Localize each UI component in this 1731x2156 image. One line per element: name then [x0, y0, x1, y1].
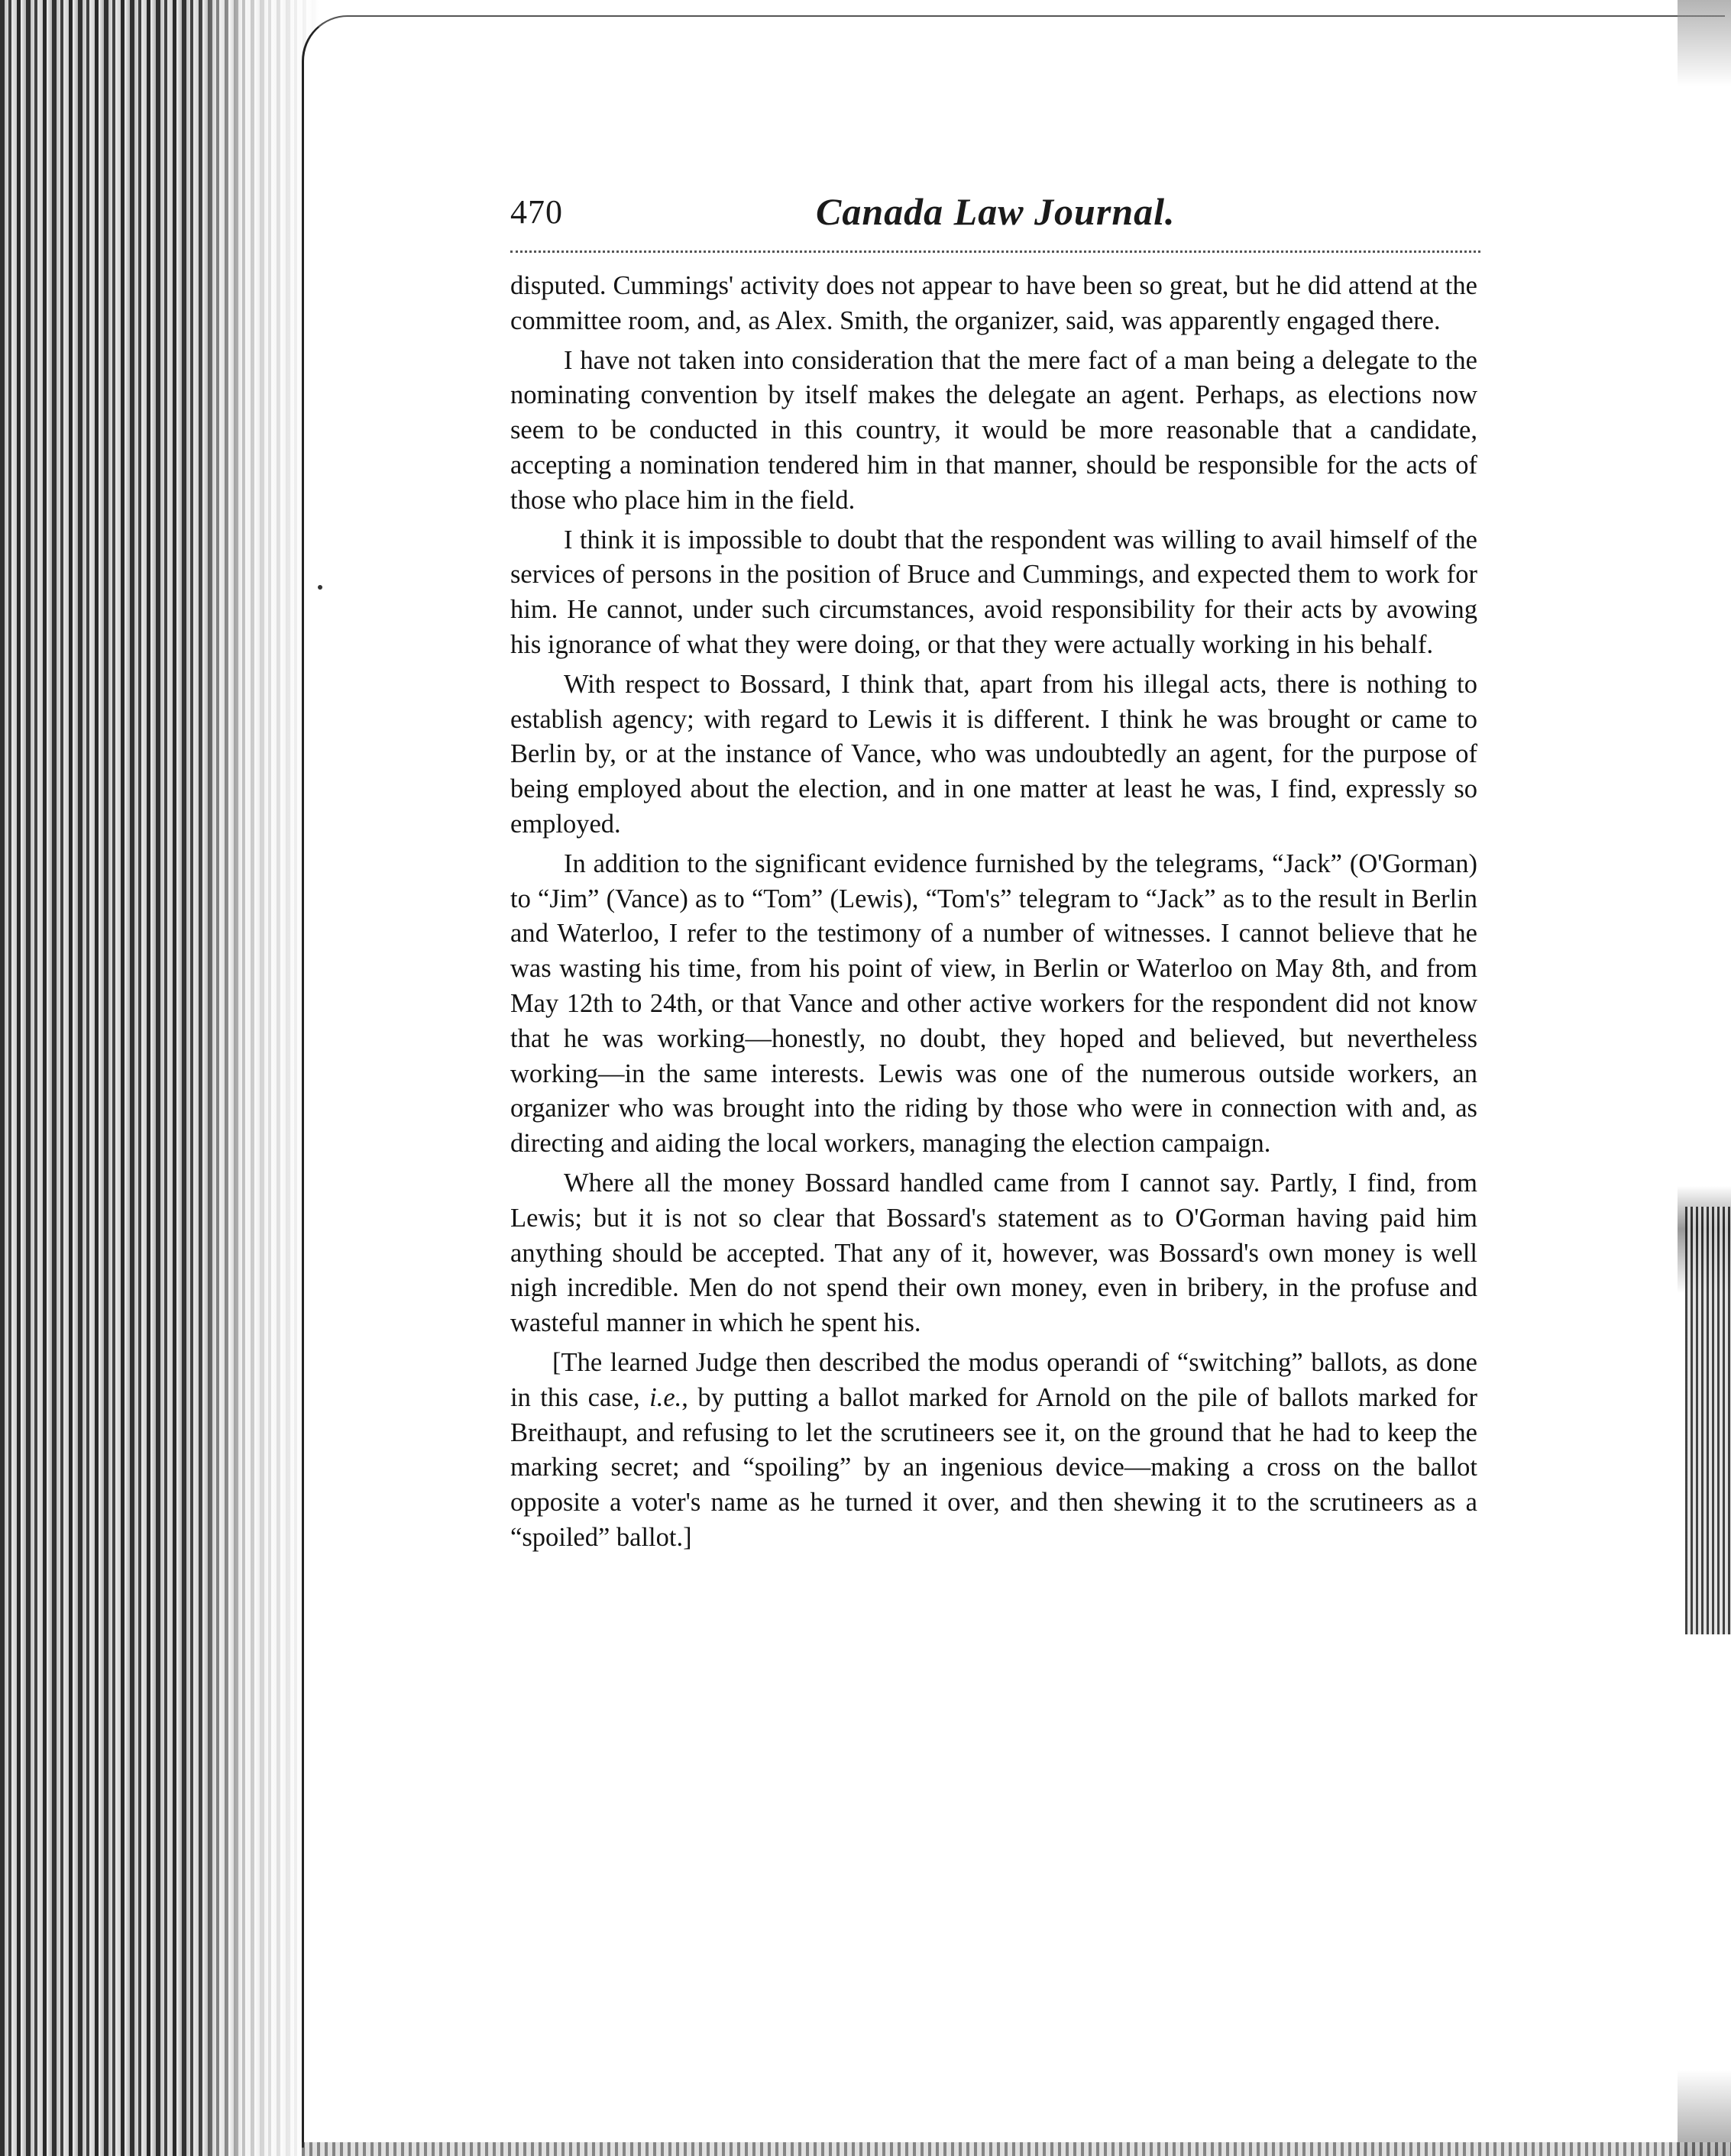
editorial-note-italic: i.e.	[649, 1382, 682, 1412]
bottom-page-edge	[302, 2142, 1731, 2156]
paragraph-2: I have not taken into consideration that the mere fact of a man being a delegate to the nominating convention by itself makes the delegate an agent. Perhaps, as elections now seem to be conducted in this country, it would be more reasonable that a candidate, accepting a nomination tendered him in that manner, should be responsible for the acts of those who place him in the field.	[510, 345, 1477, 515]
journal-title: Canada Law Journal.	[816, 190, 1176, 233]
header-rule	[510, 251, 1480, 253]
paragraph-3: I think it is impossible to doubt that the respondent was willing to avail himself of the services of persons in the position of Bruce and Cummings, and expected them to work for him. He cannot, under such circumstances, avoid responsibility for their acts by avowing his ignorance of what they were doing, or that they were actually working in his behalf.	[510, 525, 1477, 659]
editorial-note-text-1: [The learned Judge then described the modus operandi of “switching” ballots, as done in this case,	[510, 1347, 1477, 1412]
paragraph-4: With respect to Bossard, I think that, apart from his illegal acts, there is nothing to establish agency; with regard to Lewis it is different. I think he was brought or came to Berlin by, or at the instance of Vance, who was undoubtedly an agent, for the purpose of being employed about the election, and in one matter at least he was, I find, expressly so employed.	[510, 669, 1477, 839]
paragraph-5: In addition to the significant evidence furnished by the telegrams, “Jack” (O'Gorman) to “Jim” (Vance) as to “Tom” (Lewis), “Tom's” telegram to “Jack” as to the result in Berlin and Waterloo, I refer to the testimony of a number of witnesses. I cannot believe that he was wasting his time, from his point of view, in Berlin or Waterloo on May 8th, and from May 12th to 24th, or that Vance and other active workers for the respondent did not know that he was working—honestly, no doubt, they hoped and believed, but nevertheless working—in the same interests. Lewis was one of the numerous outside workers, an organizer who was brought into the riding by those who were in connection with and, as directing and aiding the local workers, managing the election campaign.	[510, 849, 1477, 1159]
stray-ink-dot	[318, 585, 322, 590]
body-text	[510, 269, 1477, 1560]
paragraph-1: disputed. Cummings' activity does not appear to have been so great, but he did attend at the committee room, and, as Alex. Smith, the organizer, said, was apparently engaged there.	[510, 271, 1477, 335]
editorial-note	[510, 1346, 1477, 1556]
right-page-edge-marks	[1685, 1207, 1731, 1634]
running-header	[510, 192, 1484, 246]
page-number: 470	[510, 193, 563, 231]
paragraph-6: Where all the money Bossard handled came from I cannot say. Partly, I find, from Lewis; but it is not so clear that Bossard's statement as to O'Gorman having paid him anything should be accepted. That any of it, however, was Bossard's own money is well nigh incredible. Men do not spend their own money, even in bribery, in the profuse and wasteful manner in which he spent his.	[510, 1168, 1477, 1338]
editorial-note-text-2: , by putting a ballot marked for Arnold on the pile of ballots marked for Breithaupt, and refusing to let the scrutineers see it, on the ground that he had to keep the marking secret; and “spoiling” by an ingenious device—making a cross on the ballot opposite a voter's name as he turned it over, and then shewing it to the scrutineers as a “spoiled” ballot.]	[510, 1382, 1477, 1552]
right-page-edge	[1678, 0, 1731, 2156]
